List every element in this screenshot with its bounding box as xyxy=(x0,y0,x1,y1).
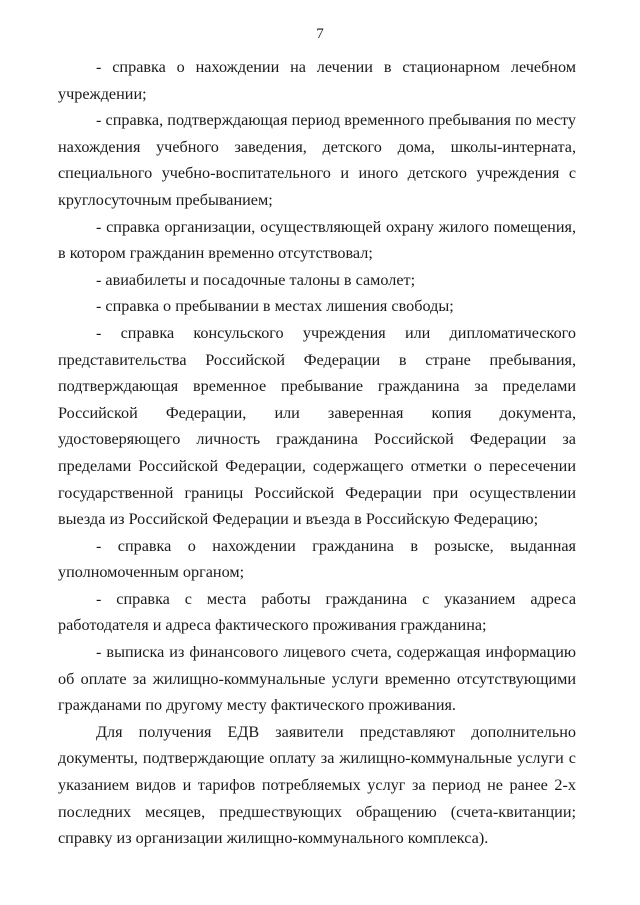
paragraph-detention-certificate: - справка о пребывании в местах лишения свободы; xyxy=(96,297,454,316)
paragraph-wanted-certificate: - справка о нахождении гражданина в розыске, выданная уполномоченным органом; xyxy=(58,536,576,582)
page-number: 7 xyxy=(316,26,324,42)
paragraph-educational-stay-certificate: - справка, подтверждающая период временного пребывания по месту нахождения учебного заведения, детского дома, школы-интерната, специального учебно-воспитательного и иного детского учреждения с круглосуточным пребыванием; xyxy=(58,111,576,209)
paragraph-housing-guard-certificate: - справка организации, осуществляющей охрану жилого помещения, в котором гражданин временно отсутствовал; xyxy=(58,217,576,263)
paragraph-inpatient-certificate: - справка о нахождении на лечении в стационарном лечебном учреждении; xyxy=(58,58,576,103)
paragraph-air-tickets: - авиабилеты и посадочные талоны в самолет; xyxy=(96,270,416,289)
paragraph-edv-requirements: Для получения ЕДВ заявители представляют дополнительно документы, подтверждающие оплату за жилищно-коммунальные услуги с указанием видов и тарифов потребляемых услуг за период не ранее 2-х последних месяцев, предшествующих обращению (счета-квитанции; справку из организации жилищно-коммунального комплекса). xyxy=(58,722,576,848)
paragraph-account-statement: - выписка из финансового лицевого счета, содержащая информацию об оплате за жилищно-коммунальные услуги временно отсутствующими гражданами по другому месту фактического проживания. xyxy=(58,643,576,715)
document-body xyxy=(58,54,576,852)
paragraph-workplace-certificate: - справка с места работы гражданина с указанием адреса работодателя и адреса фактического проживания гражданина; xyxy=(58,589,576,635)
paragraph-consular-certificate: - справка консульского учреждения или дипломатического представительства Российской Федерации в стране пребывания, подтверждающая временное пребывание гражданина за пределами Российской Федерации, или заверенная копия документа, удостоверяющего личность гражданина Российской Федерации за пределами Российской Федерации, содержащего отметки о пересечении государственной границы Российской Федерации при осуществлении выезда из Российской Федерации и въезда в Российскую Федерацию; xyxy=(58,323,576,529)
